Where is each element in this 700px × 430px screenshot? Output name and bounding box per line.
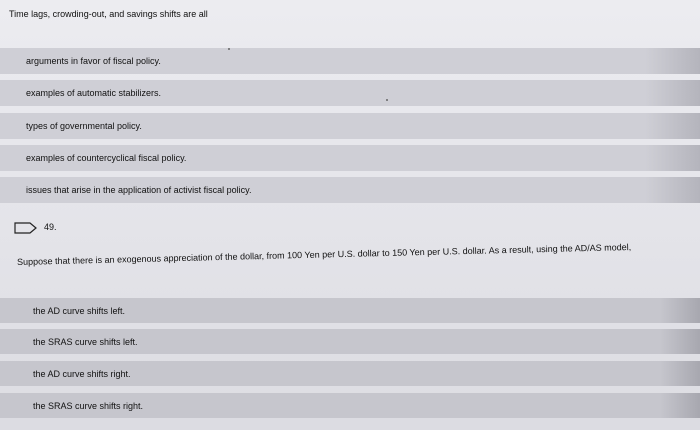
question-number: 49.	[44, 222, 57, 232]
screen-speck	[386, 99, 388, 101]
answer-option[interactable]	[0, 329, 700, 354]
answer-option[interactable]	[0, 177, 700, 203]
flag-outline-icon[interactable]	[14, 222, 38, 234]
answer-option-label: issues that arise in the application of activist fiscal policy.	[26, 185, 252, 195]
answer-option-label: arguments in favor of fiscal policy.	[26, 56, 161, 66]
answer-option[interactable]	[0, 393, 700, 418]
question-stem: Suppose that there is an exogenous appreciation of the dollar, from 100 Yen per U.S. dollar to 150 Yen per U.S. dollar. As a result, using the AD/AS model,	[16, 241, 632, 267]
answer-option-label: examples of countercyclical fiscal policy.	[26, 153, 187, 163]
previous-question-stem: Time lags, crowding-out, and savings shifts are all	[9, 9, 208, 19]
answer-option[interactable]	[0, 145, 700, 171]
answer-option-label: the AD curve shifts left.	[33, 305, 126, 316]
answer-option[interactable]	[0, 113, 700, 139]
answer-option-label: the SRAS curve shifts right.	[33, 400, 144, 411]
answer-option[interactable]	[0, 361, 700, 386]
screen-speck	[228, 48, 230, 50]
answer-option[interactable]	[0, 48, 700, 74]
answer-option-label: examples of automatic stabilizers.	[26, 88, 162, 98]
answer-option[interactable]	[0, 80, 700, 106]
answer-option[interactable]	[0, 298, 700, 323]
answer-option-label: the SRAS curve shifts left.	[33, 336, 138, 347]
answer-option-label: the AD curve shifts right.	[33, 368, 131, 379]
answer-option-label: types of governmental policy.	[26, 121, 142, 131]
